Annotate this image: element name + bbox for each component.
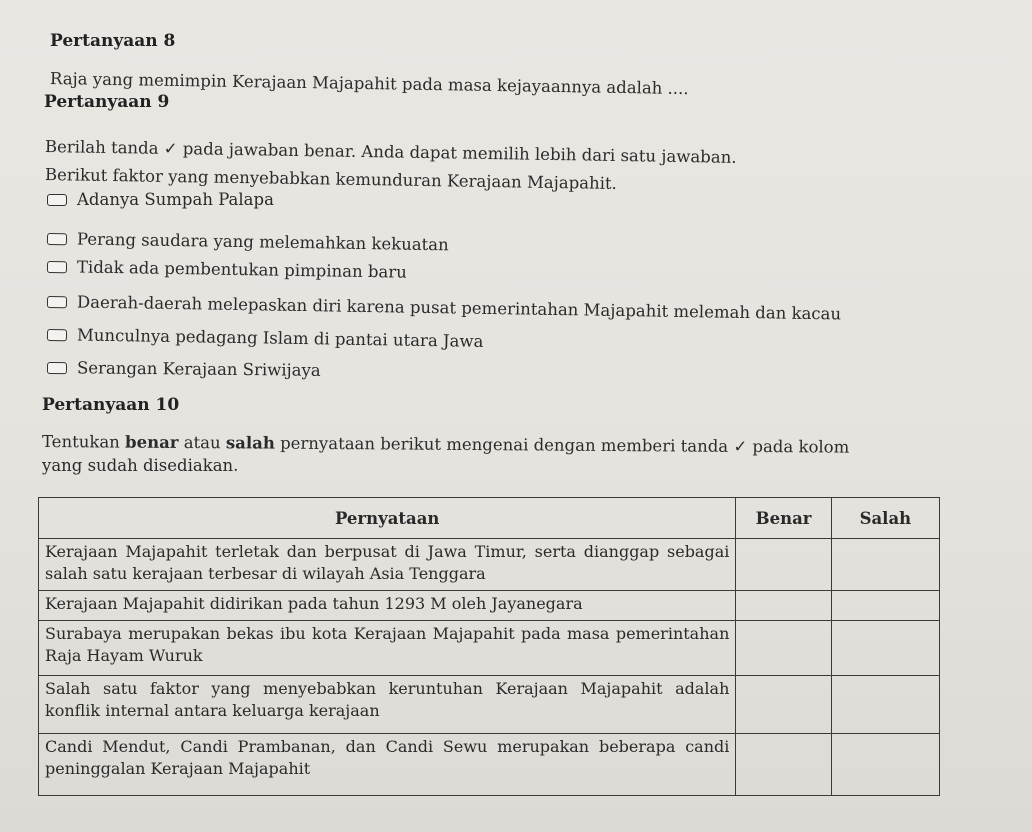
benar-cell[interactable] (736, 734, 831, 796)
instruction-bold-salah: salah (225, 433, 275, 453)
table-row (39, 621, 940, 676)
q9-title: Pertanyaan 9 (44, 92, 170, 112)
q9-option[interactable] (47, 257, 407, 282)
q9-option[interactable] (47, 325, 484, 351)
table-row (39, 539, 940, 591)
q10-instruction-line2: yang sudah disediakan. (42, 456, 239, 475)
salah-cell[interactable] (831, 676, 939, 734)
option-label: Daerah-daerah melepaskan diri karena pusat pemerintahan Majapahit melemah dan kacau (76, 292, 842, 324)
salah-cell[interactable] (831, 621, 939, 676)
benar-cell[interactable] (736, 676, 831, 734)
salah-cell[interactable] (831, 539, 939, 591)
q10-instruction (42, 432, 849, 457)
header-benar: Benar (736, 498, 831, 539)
q10-table (38, 497, 940, 796)
q9-option[interactable] (47, 190, 274, 209)
header-salah: Salah (831, 498, 939, 539)
statement-cell: Salah satu faktor yang menyebabkan keruntuhan Kerajaan Majapahit adalah konflik internal antara keluarga kerajaan (39, 676, 736, 734)
q10-title: Pertanyaan 10 (42, 395, 180, 415)
q9-option[interactable] (47, 229, 449, 254)
benar-cell[interactable] (736, 539, 831, 591)
table-header-row (39, 498, 940, 539)
checkbox[interactable] (47, 362, 67, 374)
instruction-text: Tentukan (41, 432, 126, 452)
q9-question: Berikut faktor yang menyebabkan kemunduran Kerajaan Majapahit. (44, 165, 618, 193)
table-row (39, 734, 940, 796)
benar-cell[interactable] (736, 591, 831, 621)
option-label: Perang saudara yang melemahkan kekuatan (76, 229, 449, 255)
q9-option[interactable] (47, 292, 841, 323)
checkbox[interactable] (47, 329, 67, 341)
q9-instruction: Berilah tanda ✓ pada jawaban benar. Anda dapat memilih lebih dari satu jawaban. (44, 137, 737, 167)
benar-cell[interactable] (736, 621, 831, 676)
checkbox[interactable] (47, 296, 67, 308)
option-label: Munculnya pedagang Islam di pantai utara Jawa (76, 325, 484, 351)
q8-title: Pertanyaan 8 (50, 31, 176, 51)
instruction-text: atau (178, 432, 226, 453)
q8-question: Raja yang memimpin Kerajaan Majapahit pada masa kejayaannya adalah .... (49, 69, 689, 99)
statement-cell: Kerajaan Majapahit terletak dan berpusat di Jawa Timur, serta dianggap sebagai salah satu kerajaan terbesar di wilayah Asia Tenggara (39, 539, 736, 591)
statement-cell: Candi Mendut, Candi Prambanan, dan Candi Sewu merupakan beberapa candi peninggalan Kerajaan Majapahit (39, 734, 736, 796)
header-pernyataan: Pernyataan (39, 498, 736, 539)
option-label: Serangan Kerajaan Sriwijaya (76, 358, 321, 380)
instruction-text: pernyataan berikut mengenai dengan memberi tanda ✓ pada kolom (274, 433, 850, 457)
statement-cell: Kerajaan Majapahit didirikan pada tahun 1293 M oleh Jayanegara (39, 591, 736, 621)
statement-cell: Surabaya merupakan bekas ibu kota Kerajaan Majapahit pada masa pemerintahan Raja Hayam Wuruk (39, 621, 736, 676)
table-row (39, 676, 940, 734)
checkbox[interactable] (47, 194, 67, 206)
salah-cell[interactable] (831, 591, 939, 621)
option-label: Adanya Sumpah Palapa (77, 190, 274, 209)
checkbox[interactable] (47, 233, 67, 245)
salah-cell[interactable] (831, 734, 939, 796)
checkbox[interactable] (47, 261, 67, 273)
table-row (39, 591, 940, 621)
option-label: Tidak ada pembentukan pimpinan baru (76, 257, 407, 282)
q9-option[interactable] (47, 358, 321, 380)
instruction-bold-benar: benar (125, 432, 179, 452)
